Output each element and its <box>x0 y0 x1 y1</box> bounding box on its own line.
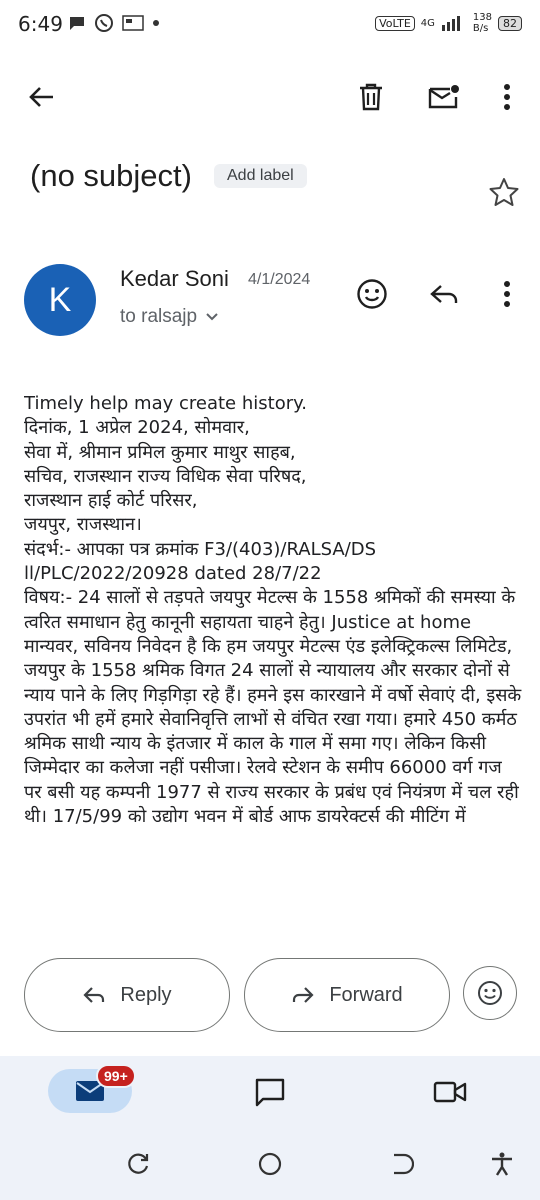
trash-icon <box>358 83 384 111</box>
rotate-icon <box>125 1151 151 1177</box>
body-line: Timely help may create history. <box>24 393 307 414</box>
nav-chat[interactable] <box>248 1072 292 1112</box>
volte-badge: VoLTE <box>375 16 415 31</box>
mail-badge: 99+ <box>96 1064 136 1088</box>
star-icon <box>489 177 519 207</box>
add-label-button[interactable]: Add label <box>214 164 307 188</box>
back-button[interactable] <box>20 76 62 118</box>
status-right <box>375 12 522 34</box>
reply-quick-button[interactable] <box>424 274 464 314</box>
more-vert-icon <box>503 280 511 308</box>
news-app-icon <box>122 14 144 32</box>
home-circle-icon <box>257 1151 283 1177</box>
reply-icon <box>82 985 106 1005</box>
notification-icons <box>68 13 160 33</box>
more-vert-icon <box>503 83 511 111</box>
body-line: विषय:- 24 सालों से तड़पते जयपुर मेटल्स के 1558 श्रमिकों की समस्या के त्वरित समाधान हेतु कानूनी सहायता चाहने हेतु। Justice at home <box>24 587 516 633</box>
email-date: 4/1/2024 <box>248 271 311 288</box>
body-line: सचिव, राजस्थान राज्य विधिक सेवा परिषद, <box>24 465 307 487</box>
signal-icon <box>441 15 467 31</box>
back-nav-icon <box>390 1152 414 1176</box>
emoji-icon <box>356 278 388 310</box>
network-speed: 138 B/s <box>472 12 492 34</box>
status-time: 6:49 <box>18 12 63 36</box>
delete-button[interactable] <box>350 76 392 118</box>
system-home-button[interactable] <box>252 1146 288 1182</box>
body-line: सेवा में, श्रीमान प्रमिल कुमार माथुर साहब, <box>24 441 296 463</box>
video-icon <box>433 1080 467 1104</box>
network-gen: 4G <box>420 17 435 29</box>
battery-level: 82 <box>498 16 522 31</box>
reply-icon <box>429 282 459 306</box>
body-line: दिनांक, 1 अप्रेल 2024, सोमवार, <box>24 417 250 439</box>
more-options-button[interactable] <box>490 76 524 118</box>
mark-unread-button[interactable] <box>422 76 466 118</box>
email-body <box>24 392 524 934</box>
emoji-icon <box>477 980 503 1006</box>
recipient-label: to ralsajp <box>120 306 198 327</box>
accessibility-button[interactable] <box>484 1146 520 1182</box>
body-line: जयपुर, राजस्थान। <box>24 514 142 536</box>
body-line: संदर्भ:- आपका पत्र क्रमांक F3/(403)/RALSA/DS ll/PLC/2022/20928 dated 28/7/22 <box>24 538 377 585</box>
body-line: राजस्थान हाई कोर्ट परिसर, <box>24 490 198 512</box>
mail-unread-icon <box>428 83 460 111</box>
sender-name: Kedar Soni <box>120 266 229 291</box>
system-back-button[interactable] <box>384 1146 420 1182</box>
recipient-toggle[interactable] <box>120 306 219 328</box>
whatsapp-icon <box>94 13 114 33</box>
sender-avatar[interactable]: K <box>24 264 96 336</box>
message-more-button[interactable] <box>492 274 522 314</box>
forward-icon <box>291 985 315 1005</box>
forward-button[interactable] <box>244 958 450 1032</box>
email-subject: (no subject) <box>30 158 192 193</box>
dot-icon <box>152 19 160 27</box>
react-emoji-button[interactable] <box>352 274 392 314</box>
nav-meet[interactable] <box>428 1072 472 1112</box>
chevron-down-icon <box>205 312 219 322</box>
reply-button[interactable] <box>24 958 230 1032</box>
chat-icon <box>254 1077 286 1107</box>
chat-bubble-icon <box>68 14 86 32</box>
emoji-react-button[interactable] <box>463 966 517 1020</box>
body-line: मान्यवर, सविनय निवेदन है कि हम जयपुर मेटल्स एंड इलेक्ट्रिकल्स लिमिटेड, जयपुर के 1558 श्रमिक विगत 24 सालों से न्यायालय और सरकार दोनों से न्याय पाने के लिए गिड़गिड़ा रहे हैं। हमने इस कारखाने में वर्षो सेवाएं दी, इसके उपरांत भी हमें हमारे सेवानिवृत्ति लाभों से वंचित रखा गया। हमारे 450 कर्मठ श्रमिक साथी न्याय के इंतजार में काल के गाल में समा गए। लेकिन किसी जिम्मेदार का कलेजा नहीं पसीजा। रेलवे स्टेशन के समीप 66000 वर्ग गज पर बसी यह कम्पनी 1977 से राज्य सरकार के प्रबंध एवं नियंत्रण में चल रही थी। 17/5/99 को उद्योग भवन में बोर्ड आफ डायरेक्टर्स की मीटिंग में <box>24 635 522 828</box>
arrow-left-icon <box>27 83 55 111</box>
reply-label: Reply <box>120 983 172 1006</box>
status-bar <box>0 0 540 50</box>
forward-label: Forward <box>329 983 403 1006</box>
system-recents-button[interactable] <box>120 1146 156 1182</box>
star-button[interactable] <box>484 172 524 212</box>
accessibility-icon <box>489 1151 515 1177</box>
